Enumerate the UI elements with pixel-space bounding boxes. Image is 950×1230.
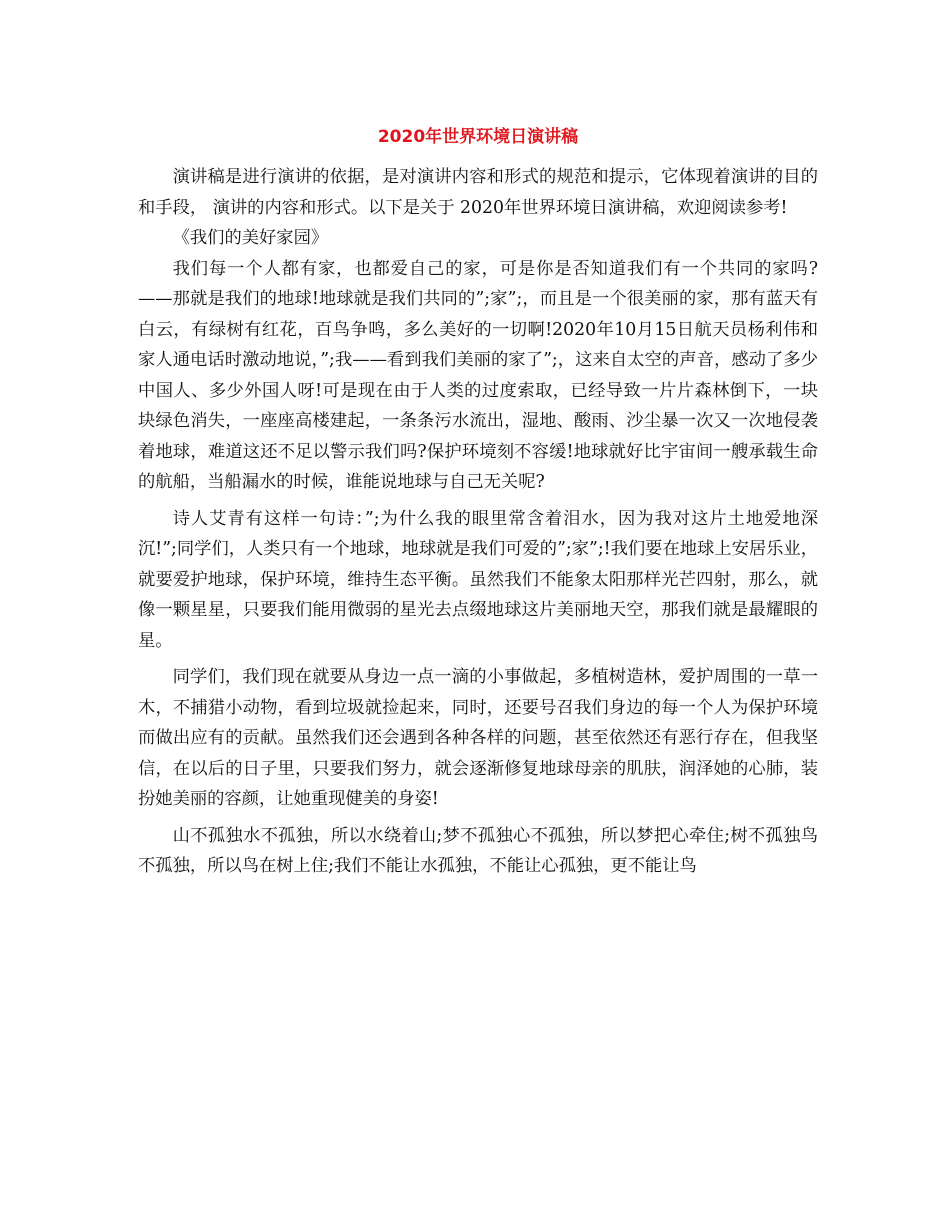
intro-paragraph: 演讲稿是进行演讲的依据，是对演讲内容和形式的规范和提示，它体现着演讲的目的和手段， 演讲的内容和形式。以下是关于 2020年世界环境日演讲稿，欢迎阅读参考!: [138, 167, 818, 218]
body-paragraph-1: 我们每一个人都有家，也都爱自己的家，可是你是否知道我们有一个共同的家吗?——那就是我们的地球!地球就是我们共同的”;家”;，而且是一个很美丽的家，那有蓝天有白云，有绿树有红花，百鸟争鸣，多么美好的一切啊!2020年10月15日航天员杨利伟和家人通电话时激动地说，”;我——看到我们美丽的家了”;，这来自太空的声音，感动了多少中国人、多少外国人呀!可是现在由于人类的过度索取，已经导致一片片森林倒下，一块块绿色消失，一座座高楼建起，一条条污水流出，湿地、酸雨、沙尘暴一次又一次地侵袭着地球，难道这还不足以警示我们吗?保护环境刻不容缓!地球就好比宇宙间一艘承载生命的航船，当船漏水的时候，谁能说地球与自己无关呢?: [138, 258, 818, 492]
speech-title: 《我们的美好家园》: [172, 228, 329, 248]
document-page: [138, 0, 818, 1230]
body-paragraph-2: 诗人艾青有这样一句诗：”;为什么我的眼里常含着泪水，因为我对这片土地爱地深沉!”;同学们，人类只有一个地球，地球就是我们可爱的”;家”;!我们要在地球上安居乐业，就要爱护地球，保护环境，维持生态平衡。虽然我们不能象太阳那样光芒四射，那么，就像一颗星星，只要我们能用微弱的星光去点缀地球这片美丽地天空，那我们就是最耀眼的星。: [138, 508, 818, 651]
document-title: 2020年世界环境日演讲稿: [377, 127, 579, 147]
body-paragraph-3: 同学们，我们现在就要从身边一点一滴的小事做起，多植树造林，爱护周围的一草一木，不捕猎小动物，看到垃圾就捡起来，同时，还要号召我们身边的每一个人为保护环境而做出应有的贡献。虽然我们还会遇到各种各样的问题，甚至依然还有恶行存在，但我坚信，在以后的日子里，只要我们努力，就会逐渐修复地球母亲的肌肤，润泽她的心肺，装扮她美丽的容颜，让她重现健美的身姿!: [138, 667, 818, 809]
body-paragraph-4: 山不孤独水不孤独，所以水绕着山;梦不孤独心不孤独，所以梦把心牵住;树不孤独鸟不孤独，所以鸟在树上住;我们不能让水孤独，不能让心孤独，更不能让鸟: [138, 825, 818, 876]
document-body: [138, 162, 818, 882]
